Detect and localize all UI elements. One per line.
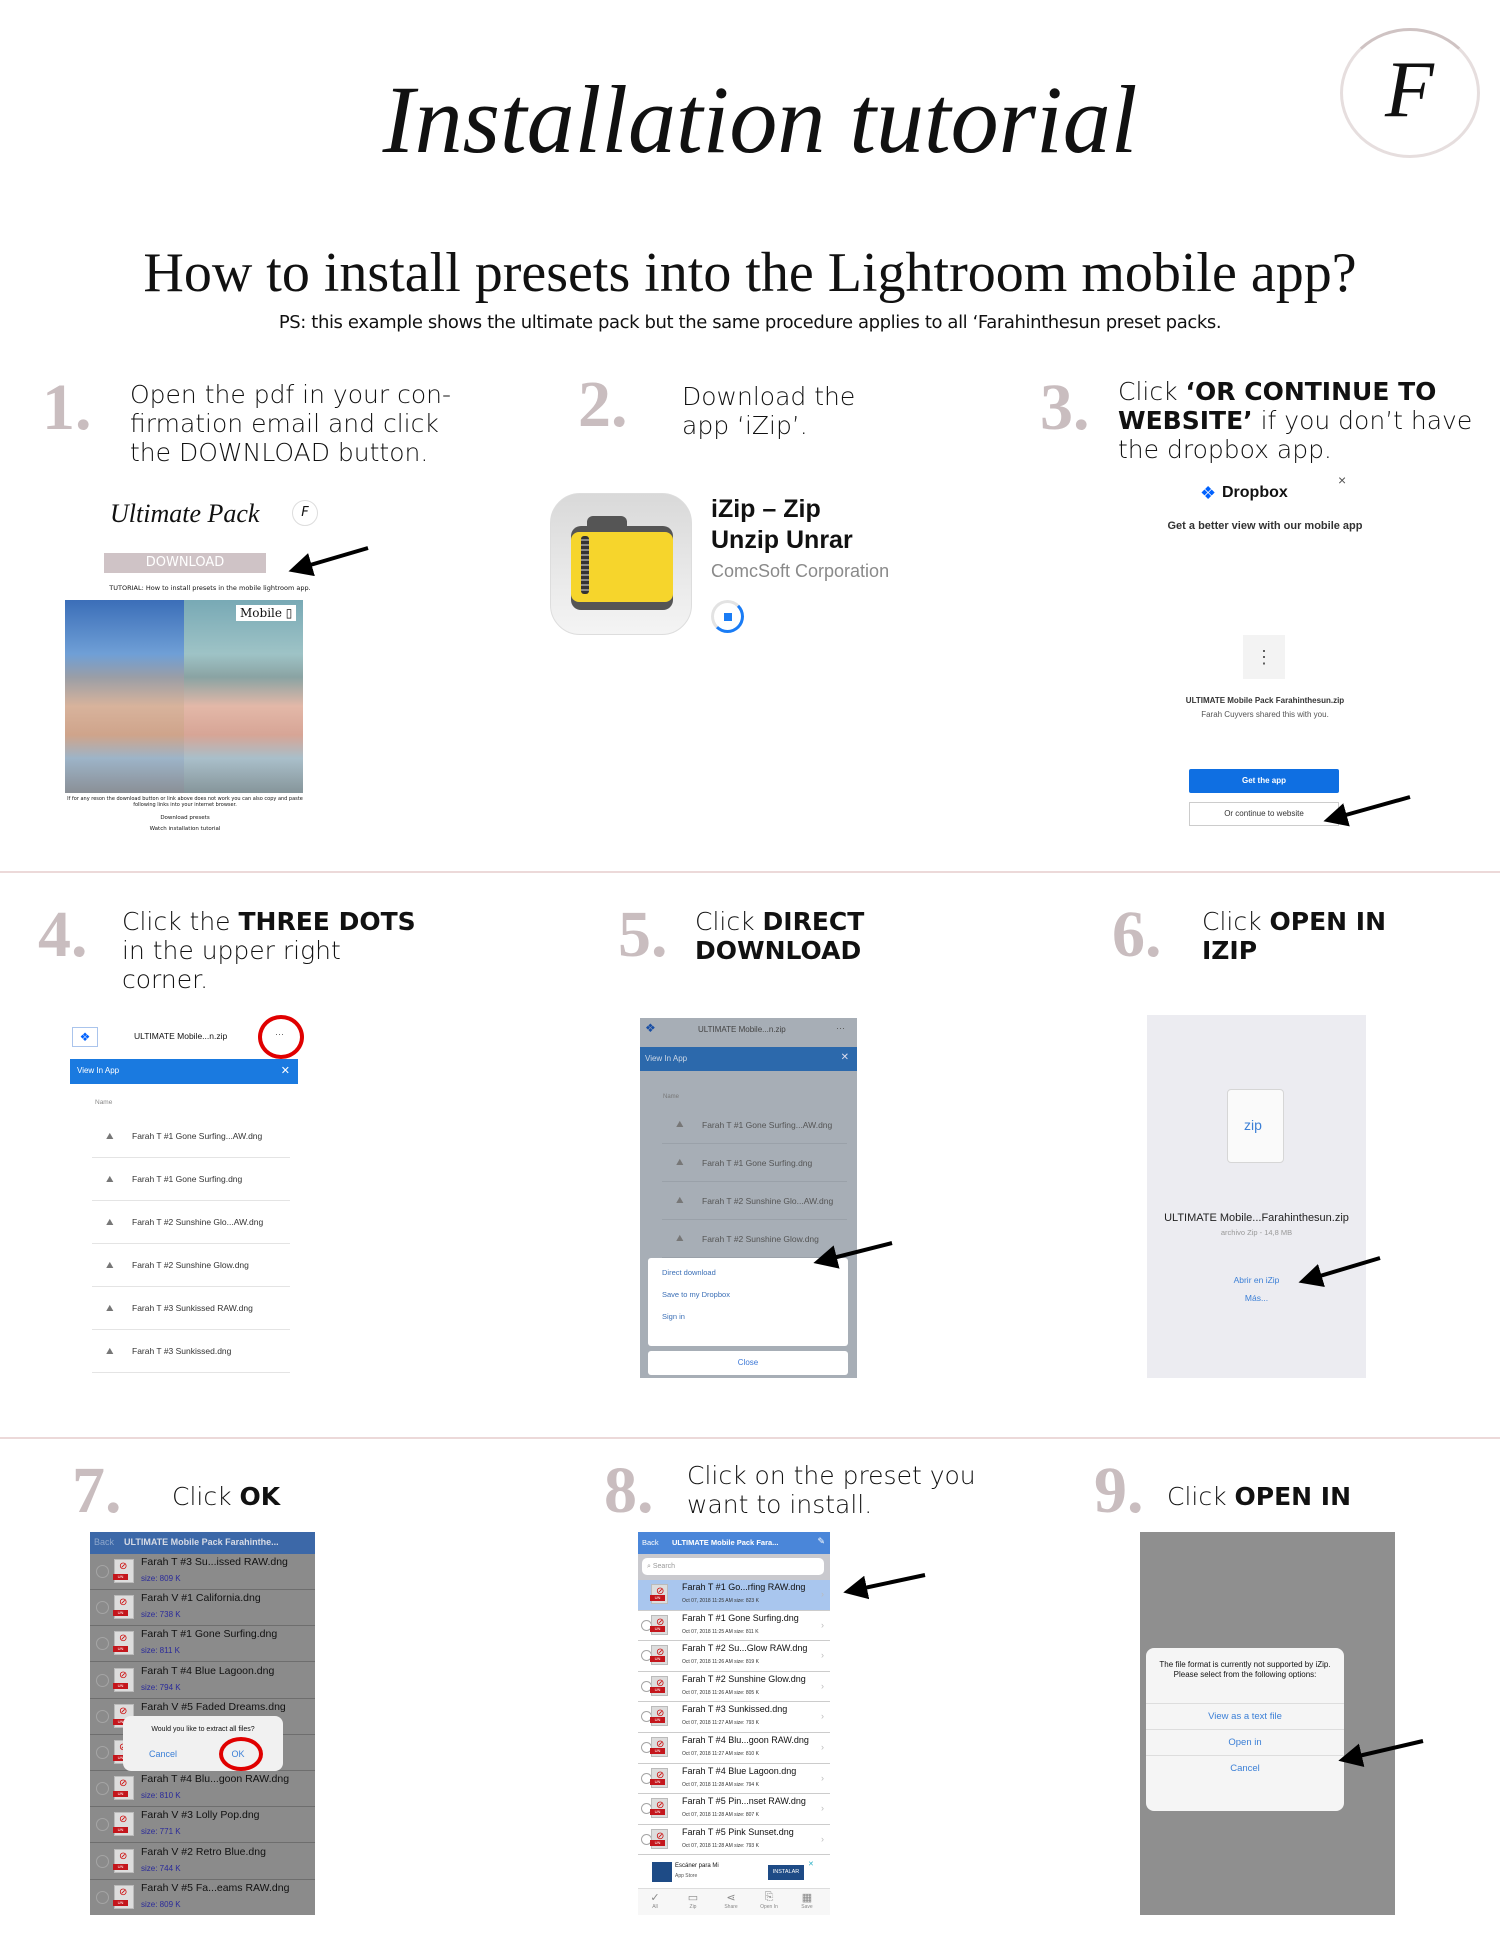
ad-close-icon[interactable]: ✕ <box>808 1861 814 1868</box>
file-name: Farah T #2 Sunshine Glow.dng <box>682 1673 806 1684</box>
dialog-message: Would you like to extract all files? <box>151 1726 255 1733</box>
file-name: Farah V #5 Faded Dreams.dng <box>141 1700 286 1713</box>
instruction-text: Click <box>172 1482 240 1511</box>
file-name: Farah T #2 Su...Glow RAW.dng <box>682 1643 808 1654</box>
instruction-emphasis: ‘OR CONTINUE TO WEBSITE’ <box>1118 377 1437 435</box>
file-name: Farah V #1 California.dng <box>141 1592 261 1605</box>
toolbar-icon: ⎘ <box>764 1891 774 1903</box>
file-badge: UN <box>650 1809 665 1815</box>
file-badge: UN <box>113 1719 128 1725</box>
file-name: Farah T #2 Sunshine Glow.dng <box>702 1233 819 1244</box>
zip-filename: ULTIMATE Mobile...Farahinthesun.zip <box>1164 1212 1349 1224</box>
file-size: size: 771 K <box>141 1827 181 1837</box>
step-number: 1. <box>42 371 92 444</box>
brand-logo-letter: F <box>1385 46 1434 134</box>
file-name: Farah V #3 Lolly Pop.dng <box>141 1809 260 1822</box>
close-button[interactable]: Close <box>648 1351 848 1375</box>
file-size: size: 809 K <box>141 1899 181 1909</box>
column-name: Name <box>95 1099 113 1106</box>
file-badge: UN <box>113 1755 128 1761</box>
file-meta: Oct 07, 2018 11:26 AM size: 819 K <box>682 1659 759 1666</box>
ad-subtitle: App Store <box>675 1873 698 1879</box>
chevron-right-icon: › <box>821 1803 824 1814</box>
chevron-right-icon: › <box>821 1589 824 1599</box>
step-number: 2. <box>578 368 628 441</box>
pack-title: Ultimate Pack <box>110 499 260 528</box>
file-name: Farah T #3 Sunkissed.dng <box>682 1704 788 1715</box>
menu-item[interactable]: Save to my Dropbox <box>662 1290 730 1299</box>
file-name: Farah T #4 Blu...goon RAW.dng <box>141 1773 290 1786</box>
instruction-emphasis: OPEN IN <box>1234 1482 1352 1511</box>
image-file-icon: ⛰ <box>106 1173 114 1184</box>
file-name: Farah T #3 Su...issed RAW.dng <box>141 1556 288 1568</box>
link-watch-tutorial[interactable]: Watch installation tutorial <box>149 826 221 832</box>
link-download-presets[interactable]: Download presets <box>160 815 210 821</box>
shared-filename: ULTIMATE Mobile Pack Farahinthesun.zip <box>1185 696 1345 705</box>
tagline: Get a better view with our mobile app <box>1167 520 1363 532</box>
file-badge: UN <box>113 1646 128 1652</box>
file-title: ULTIMATE Mobile...n.zip <box>134 1031 228 1041</box>
image-file-icon: ⛰ <box>106 1302 114 1313</box>
file-name: Farah T #5 Pink Sunset.dng <box>682 1826 794 1837</box>
file-badge: UN <box>650 1717 665 1723</box>
file-name: Farah T #1 Gone Surfing.dng <box>132 1174 243 1184</box>
shared-by: Farah Cuyvers shared this with you. <box>1201 710 1329 719</box>
three-dots-button[interactable]: ··· <box>836 1023 845 1033</box>
back-button[interactable]: Back <box>642 1538 659 1547</box>
dialog-option[interactable]: Open in <box>1146 1729 1344 1755</box>
file-name: Farah T #5 Pin...nset RAW.dng <box>682 1796 806 1807</box>
ad-install-button[interactable]: INSTALAR <box>768 1865 804 1880</box>
open-in-izip-link[interactable]: Abrir en iZip <box>1233 1275 1280 1285</box>
instruction-emphasis: OK <box>239 1482 281 1511</box>
file-name: Farah T #3 Sunkissed.dng <box>132 1346 232 1356</box>
column-name: Name <box>663 1094 680 1100</box>
instruction-text: Click <box>1167 1482 1235 1511</box>
file-name: Farah T #1 Gone Surfing...AW.dng <box>702 1119 833 1130</box>
step-number: 9. <box>1094 1454 1144 1527</box>
back-button[interactable]: Back <box>94 1537 115 1547</box>
instruction-text: Click on the preset you want to install. <box>687 1461 976 1519</box>
instruction-text: Open the pdf in your con- firmation email and click the DOWNLOAD button. <box>130 380 451 467</box>
toolbar-label: Save <box>801 1904 813 1910</box>
ad-title: Escáner para Mi <box>675 1863 719 1869</box>
continue-to-website-button[interactable]: Or continue to website <box>1189 802 1339 826</box>
file-badge: UN <box>650 1626 665 1632</box>
chevron-right-icon: › <box>821 1742 824 1752</box>
zip-meta: archivo Zip - 14,8 MB <box>1220 1228 1293 1237</box>
toolbar-label: Open In <box>760 1904 778 1910</box>
file-size: size: 809 K <box>141 1574 181 1583</box>
step-number: 7. <box>72 1454 122 1527</box>
footnote: If for any reson the download button or link above does not work you can also copy and paste following links into your internet browser. <box>67 796 303 808</box>
image-file-icon: ⛰ <box>676 1119 684 1129</box>
image-file-icon: ⛰ <box>676 1233 684 1243</box>
chevron-right-icon: › <box>821 1680 824 1691</box>
file-name: Farah T #1 Gone Surfing.dng <box>702 1157 813 1168</box>
file-size: size: 738 K <box>141 1610 181 1620</box>
file-name: Farah T #1 Gone Surfing...AW.dng <box>132 1131 263 1141</box>
image-file-icon: ⛰ <box>676 1195 684 1205</box>
toolbar-label: All <box>652 1904 658 1910</box>
banner-close-icon[interactable]: ✕ <box>280 1065 290 1077</box>
dialog-message: The file format is currently not supported by iZip. Please select from the following options: <box>1159 1660 1331 1679</box>
file-size: size: 794 K <box>141 1682 181 1692</box>
file-badge: UN <box>650 1748 665 1754</box>
dropbox-icon: ❖ <box>72 1027 98 1047</box>
ok-button[interactable]: OK <box>231 1749 245 1759</box>
nav-title: ULTIMATE Mobile Pack Fara... <box>672 1538 779 1547</box>
more-link[interactable]: Más... <box>1244 1293 1269 1303</box>
banner-label: View In App <box>77 1066 120 1075</box>
file-name: Farah T #4 Blue Lagoon.dng <box>682 1765 797 1776</box>
file-name: Farah T #2 Sunshine Glo...AW.dng <box>702 1195 834 1206</box>
toolbar-icon: ✓ <box>650 1892 660 1904</box>
dropbox-brand: Dropbox <box>1222 484 1288 501</box>
file-meta: Oct 07, 2018 11:25 AM size: 811 K <box>682 1628 759 1635</box>
file-meta: Oct 07, 2018 11:28 AM size: 793 K <box>682 1842 759 1849</box>
instruction-text: in the upper right corner. <box>122 936 341 994</box>
toolbar-icon: ▦ <box>801 1892 813 1904</box>
step-number: 8. <box>604 1454 654 1527</box>
toolbar-label: Share <box>724 1904 738 1910</box>
file-meta: Oct 07, 2018 11:27 AM size: 793 K <box>682 1720 759 1727</box>
cancel-button[interactable]: Cancel <box>148 1749 177 1759</box>
nav-title: ULTIMATE Mobile Pack Farahinthe... <box>124 1537 279 1547</box>
toolbar-icon: ⋖ <box>726 1892 736 1904</box>
page-subheading: PS: this example shows the ultimate pack but the same procedure applies to all ‘Farahinthesun preset packs. <box>278 312 1222 333</box>
image-file-icon: ⛰ <box>676 1157 684 1167</box>
file-badge: UN <box>650 1779 665 1785</box>
image-file-icon: ⛰ <box>106 1345 114 1356</box>
file-badge: UN <box>113 1574 128 1580</box>
instruction-text: if you don’t have the dropbox app. <box>1118 406 1473 464</box>
file-badge: UN <box>113 1610 128 1616</box>
toolbar-label: Zip <box>689 1904 697 1910</box>
file-name: Farah T #2 Sunshine Glow.dng <box>132 1260 249 1270</box>
image-file-icon: ⛰ <box>106 1259 114 1270</box>
edit-icon[interactable]: ✎ <box>817 1536 825 1546</box>
pack-logo: F <box>292 500 318 526</box>
file-meta: Oct 07, 2018 11:28 AM size: 807 K <box>682 1812 759 1819</box>
instruction-emphasis: DIRECT DOWNLOAD <box>695 907 865 965</box>
page-heading: How to install presets into the Lightroom mobile app? <box>143 242 1357 304</box>
tutorial-line: TUTORIAL: How to install presets in the mobile lightroom app. <box>109 584 311 592</box>
file-name: Farah V #2 Retro Blue.dng <box>141 1845 266 1858</box>
zip-label: zip <box>1244 1117 1262 1133</box>
instruction-text: Click the <box>122 907 239 936</box>
file-badge: UN <box>113 1864 128 1870</box>
instruction-text: Click <box>1118 377 1186 406</box>
file-badge: UN <box>113 1683 128 1689</box>
instruction-text: ‘iZip’. <box>737 411 808 440</box>
chevron-right-icon: › <box>821 1650 824 1661</box>
instruction-text: Click <box>1202 907 1270 936</box>
file-badge: UN <box>650 1840 665 1846</box>
banner-close-icon[interactable]: ✕ <box>840 1052 849 1063</box>
zip-file-icon: ⋮ <box>1243 635 1285 679</box>
file-badge: UN <box>113 1900 128 1906</box>
file-name: Farah T #4 Blu...goon RAW.dng <box>682 1735 809 1745</box>
close-icon[interactable]: × <box>1338 472 1347 488</box>
file-badge: UN <box>650 1687 665 1693</box>
chevron-right-icon: › <box>821 1833 824 1844</box>
file-badge: UN <box>650 1595 665 1601</box>
instruction-text: Download the app <box>682 382 856 440</box>
dialog-option[interactable]: View as a text file <box>1146 1703 1344 1729</box>
file-name: Farah V #5 Fa...eams RAW.dng <box>141 1881 290 1894</box>
step-number: 5. <box>618 898 668 971</box>
file-size: size: 811 K <box>141 1646 180 1656</box>
file-badge: UN <box>650 1656 665 1662</box>
instruction-emphasis: OPEN IN IZIP <box>1202 907 1387 965</box>
search-icon: ⌕ <box>647 1563 653 1570</box>
file-name: Farah T #3 Sunkissed RAW.dng <box>132 1303 253 1313</box>
instruction-emphasis: THREE DOTS <box>238 907 416 936</box>
file-badge: UN <box>113 1827 128 1833</box>
app-developer: ComcSoft Corporation <box>711 561 890 581</box>
image-file-icon: ⛰ <box>106 1130 114 1141</box>
script-title: Installation tutorial <box>382 66 1138 173</box>
file-title: ULTIMATE Mobile...n.zip <box>698 1025 786 1034</box>
step-number: 3. <box>1040 371 1090 444</box>
dropbox-logo-icon: ❖ <box>1200 483 1217 503</box>
app-name: iZip – Zip Unzip Unrar <box>711 495 853 554</box>
dropbox-icon: ❖ <box>645 1021 656 1035</box>
chevron-right-icon: › <box>821 1711 824 1722</box>
file-meta: Oct 07, 2018 11:28 AM size: 794 K <box>682 1781 759 1788</box>
photo-label: Mobile ▯ <box>236 605 296 621</box>
instruction-text: Click <box>695 907 763 936</box>
file-meta: Oct 07, 2018 11:27 AM size: 810 K <box>682 1751 759 1757</box>
step-number: 4. <box>38 898 88 971</box>
file-name: Farah T #1 Gone Surfing.dng <box>141 1628 278 1641</box>
menu-item[interactable]: Sign in <box>662 1312 685 1321</box>
download-button[interactable]: DOWNLOAD <box>104 553 266 573</box>
chevron-right-icon: › <box>821 1772 824 1783</box>
banner-label: View In App <box>645 1054 688 1063</box>
file-name: Farah T #1 Gone Surfing.dng <box>682 1612 799 1623</box>
file-name: Farah T #2 Sunshine Glo...AW.dng <box>132 1217 264 1227</box>
file-name: Farah T #4 Blue Lagoon.dng <box>141 1664 275 1677</box>
file-meta: Oct 07, 2018 11:26 AM size: 805 K <box>682 1689 759 1696</box>
file-meta: Oct 07, 2018 11:25 AM size: 823 K <box>682 1598 759 1604</box>
file-size: size: 810 K <box>141 1791 181 1801</box>
step-number: 6. <box>1112 898 1162 971</box>
get-app-button[interactable]: Get the app <box>1189 769 1339 793</box>
chevron-right-icon: › <box>821 1619 824 1630</box>
image-file-icon: ⛰ <box>106 1216 114 1227</box>
file-size: size: 744 K <box>141 1863 181 1873</box>
file-badge: UN <box>113 1791 128 1797</box>
search-placeholder: Search <box>652 1563 676 1570</box>
dialog-option[interactable]: Cancel <box>1146 1755 1344 1781</box>
toolbar-icon: ▭ <box>687 1892 699 1904</box>
three-dots-button[interactable]: ··· <box>275 1029 284 1039</box>
menu-item[interactable]: Direct download <box>662 1268 716 1277</box>
file-name: Farah T #1 Go...rfing RAW.dng <box>682 1582 806 1592</box>
